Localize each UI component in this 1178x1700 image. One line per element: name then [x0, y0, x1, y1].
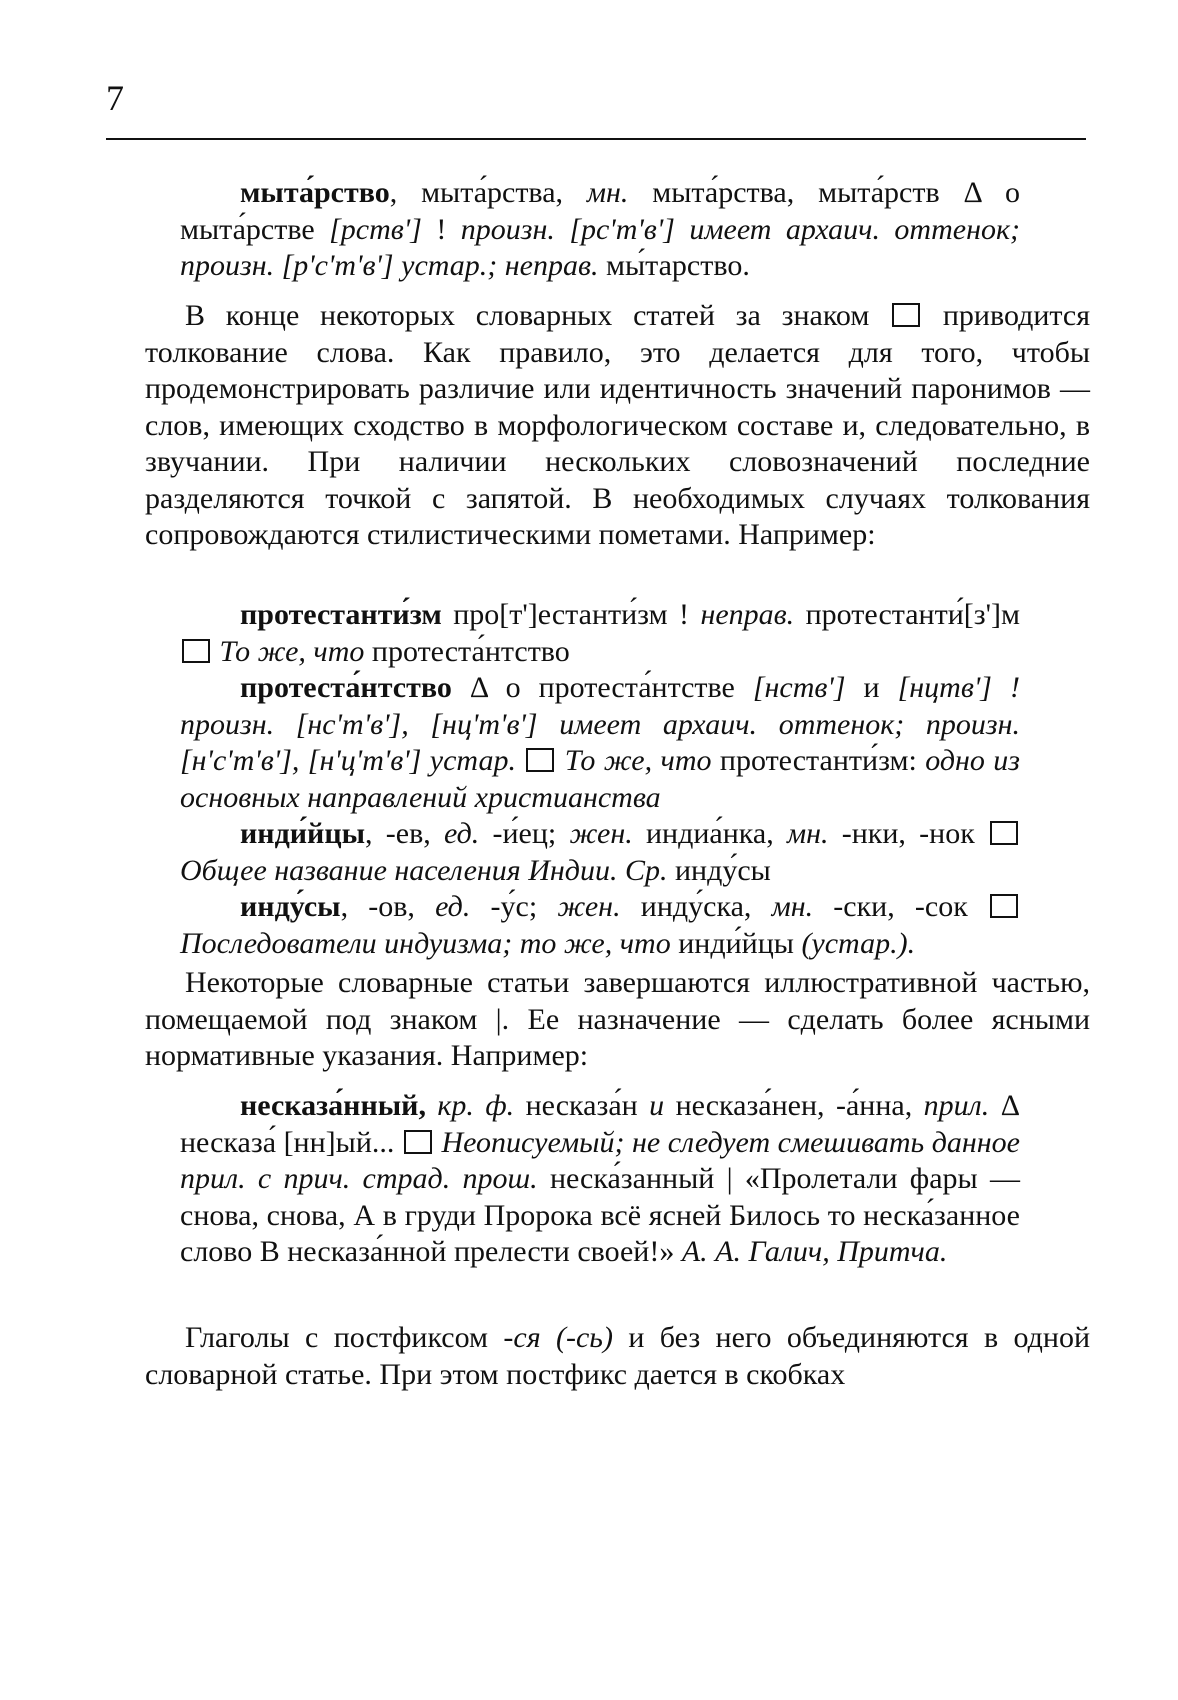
pron: [нств'] [752, 671, 846, 704]
label: ед. [444, 817, 480, 850]
text: протестанти́зм: [711, 744, 926, 777]
label: кр. ф. [425, 1089, 515, 1122]
text: приводится толкование слова. Как правило, это делается для того, чтобы продемонстрировать различие или идентичность значений паронимов — слов, имеющих сходство в морфологическом составе и, следовательно, в звучании. При наличии нескольких словозначений последние разделяются точкой с запятой. В необходимых случаях толкования сопровождаются стилистическими пометами. Например: [145, 299, 1090, 551]
text: мыта́рства, мыта́рств [628, 176, 940, 209]
text: инди́йцы [670, 926, 802, 960]
text: и без него объединяются в одной словарной статье. При этом постфикс дается в скобках [145, 1321, 1090, 1391]
text: инду́сы [667, 853, 771, 887]
headword: инди́йцы [240, 817, 366, 850]
definition-box-icon [990, 821, 1018, 845]
text: протестанти́[з']м [794, 598, 1021, 631]
text: -и́ец; [479, 817, 570, 850]
text: протеста́нтство [364, 634, 570, 668]
label: неправ. [700, 598, 795, 631]
text: -у́с; [470, 890, 558, 923]
label: произн. [460, 212, 555, 246]
pron: [р'с'т'в'] [281, 249, 394, 282]
text: , -ов, [340, 890, 436, 923]
label: ! произн. [нс'т'в'], [нц'т'в'] имеет архаич. оттенок; произн. [н'с'т'в'], [н'ц'т'в'] устар. [180, 671, 1020, 777]
entry-mytarstvo [180, 175, 1020, 285]
label: То же, что [556, 744, 712, 777]
label: То же, что [219, 634, 365, 668]
page-number: 7 [106, 78, 124, 118]
paragraph-1 [145, 298, 1090, 554]
pron: [рс'т'в'] [554, 212, 675, 246]
definition-box-icon [990, 894, 1018, 918]
text: ! [421, 212, 461, 246]
label: (устар.). [801, 926, 916, 960]
pron: [рств'] [329, 212, 422, 246]
label: и [649, 1089, 665, 1122]
triangle-icon: Δ [963, 176, 982, 209]
quote: | «Пролетали фары — снова, снова, А в груди Пророка всё ясней Билось то неска́занное слово В несказа́нной прелести своей!» [180, 1162, 1020, 1268]
text: , мыта́рства, [389, 176, 587, 209]
label: мн. [786, 817, 829, 850]
header-rule [106, 138, 1086, 140]
label: жен. [557, 890, 621, 923]
label: имеет архаич. оттенок; произн. [180, 212, 1020, 282]
label: жен. [569, 817, 633, 850]
definition-box-icon [526, 748, 554, 772]
text: Δ о протеста́нтстве [451, 671, 753, 704]
pron: [нцтв'] [897, 671, 992, 704]
entry-protestantizm [180, 597, 1020, 962]
headword: протестанти́зм [240, 598, 442, 631]
label: -ся (-сь) [503, 1321, 613, 1354]
text: несказа́н [514, 1089, 650, 1122]
text: мы́тарство. [598, 249, 750, 282]
paragraph-3 [145, 1320, 1090, 1393]
text: В конце некоторых словарных статей за знаком [185, 299, 891, 332]
text: инду́ска, [620, 890, 772, 923]
definition: Неописуемый; не следует смешивать данное прил. с прич. страд. прош. [180, 1125, 1020, 1195]
text: -нки, -нок [828, 817, 989, 850]
text: Δ несказа́ [нн]ый... [180, 1089, 1020, 1159]
text: Некоторые словарные статьи завершаются иллюстративной частью, помещаемой под знаком |. Ее назначение — сделать более ясными нормативные указания. Например: [145, 966, 1090, 1072]
text: и [845, 671, 898, 704]
label: мн. [771, 890, 814, 923]
text: Глаголы с постфиксом [185, 1321, 504, 1354]
definition-box-icon [892, 303, 920, 327]
text: про[т']естанти́зм ! [441, 598, 701, 631]
definition: Общее название населения Индии. Ср. [180, 853, 668, 887]
text: неска́занный [537, 1162, 715, 1195]
paragraph-2 [145, 965, 1090, 1075]
headword: мыта́рство [240, 176, 390, 209]
label: мн. [586, 176, 629, 209]
label: устар.; неправ. [393, 249, 599, 282]
text: несказа́нен, -а́нна, [664, 1089, 924, 1122]
entry-neskazanny [180, 1088, 1020, 1271]
headword: инду́сы [240, 890, 341, 923]
text: , -ев, [365, 817, 444, 850]
definition: одно из основных направлений христианства [180, 744, 1020, 814]
definition: Последователи индуизма; то же, что [180, 926, 671, 960]
label: прил. [923, 1089, 990, 1122]
citation: А. А. Галич, Притча. [681, 1235, 948, 1268]
definition-box-icon [182, 639, 210, 663]
text: о мыта́рстве [180, 176, 1021, 246]
definition-box-icon [404, 1130, 432, 1154]
text: -ски, -сок [813, 890, 988, 923]
label: ед. [435, 890, 471, 923]
headword: протеста́нтство [240, 671, 452, 704]
text: индиа́нка, [632, 817, 787, 850]
headword: несказа́нный, [240, 1089, 426, 1122]
